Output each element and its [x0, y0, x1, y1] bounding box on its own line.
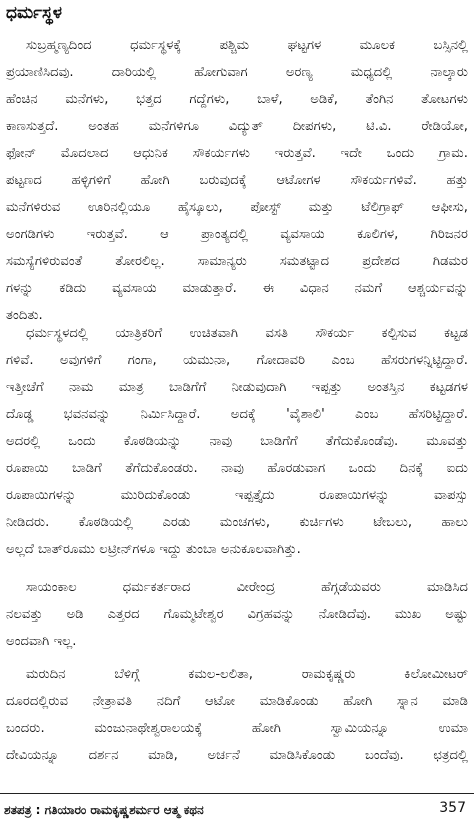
text-line: ಸಮಸ್ಯೆಗಳಿರುವಂತೆ ತೋರಲಿಲ್ಲ. ಸಾಮಾನ್ಯರು ಸಮತಟ್ಟಾದ ಪ್ರದೇಶದ ಗಿಡಮರ — [6, 254, 468, 269]
text-line: ಫೋನ್ ಮೊದಲಾದ ಆಧುನಿಕ ಸೌಕರ್ಯಗಳು ಇರುತ್ತವೆ. ಇದೇ ಒಂದು ಗ್ರಾಮ. — [6, 146, 468, 161]
text-line: ಬಂದರು. ಮಂಜುನಾಥೇಶ್ವರಾಲಯಕ್ಕೆ ಹೋಗಿ ಸ್ವಾಮಿಯನ್ನೂ ಉಮಾ — [6, 721, 468, 736]
text-line: ಅಂಗಡಿಗಳು ಇರುತ್ತವೆ. ಆ ಪ್ರಾಂತ್ಯದಲ್ಲಿ ವ್ಯವಸಾಯ ಕೂಲಿಗಳ, ಗಿರಿಜನರ — [6, 227, 468, 242]
text-line: ಅಲ್ಲದೆ ಬಾತ್‌ರೂಮು ಲಟ್ರೀನ್‌ಗಳೂ ಇದ್ದು ತುಂಬಾ ಅನುಕೂಲವಾಗಿತ್ತು. — [6, 542, 301, 557]
text-line: ಸಾಯಂಕಾಲ ಧರ್ಮಕರ್ತರಾದ ವೀರೇಂದ್ರ ಹೆಗ್ಗಡೆಯವರು ಮಾಡಿಸಿದ — [26, 580, 468, 595]
paragraph-2 — [6, 320, 468, 563]
text-line: ಸುಬ್ರಹ್ಮಣ್ಯದಿಂದ ಧರ್ಮಸ್ಥಳಕ್ಕೆ ಪಶ್ಚಿಮ ಘಟ್ಟಗಳ ಮೂಲಕ ಬಸ್ಸಿನಲ್ಲಿ — [26, 38, 468, 53]
text-line: ಧರ್ಮಸ್ಥಳದಲ್ಲಿ ಯಾತ್ರಿಕರಿಗೆ ಉಚಿತವಾಗಿ ವಸತಿ ಸೌಕರ್ಯ ಕಲ್ಪಿಸುವ ಕಟ್ಟಡ — [26, 326, 468, 341]
paragraph-4 — [6, 661, 468, 769]
page-number: 357 — [439, 800, 466, 816]
text-line: ಮರುದಿನ ಬೆಳಿಗ್ಗೆ ಕಮಲ-ಲಲಿತಾ, ರಾಮಕೃಷ್ಣರು ಕಿಲೋಮೀಟರ್ — [26, 667, 468, 682]
text-line: ರೂಪಾಯಿಗಳನ್ನು ಮುರಿದುಕೊಂಡು ಇಪ್ಪತ್ತೈದು ರೂಪಾಯಿಗಳನ್ನು ವಾಪಸ್ಸು — [6, 488, 468, 503]
text-line: ಅದರಲ್ಲಿ ಒಂದು ಕೊಠಡಿಯನ್ನು ನಾವು ಬಾಡಿಗೆಗೆ ತೆಗೆದುಕೊಂಡೆವು. ಮೂವತ್ತು — [6, 434, 468, 449]
paragraph-1 — [6, 32, 468, 329]
text-line: ಹೆಂಚಿನ ಮನೆಗಳು, ಭತ್ತದ ಗದ್ದೆಗಳು, ಬಾಳೆ, ಅಡಿಕೆ, ತೆಂಗಿನ ತೋಟಗಳು — [6, 92, 468, 107]
text-line: ಅಂದವಾಗಿ ಇಲ್ಲ. — [6, 634, 77, 649]
text-line: ದೂರದಲ್ಲಿರುವ ನೇತ್ರಾವತಿ ನದಿಗೆ ಆಟೋ ಮಾಡಿಕೊಂಡು ಹೋಗಿ ಸ್ನಾನ ಮಾಡಿ — [6, 694, 468, 709]
text-line: ನಲವತ್ತು ಅಡಿ ಎತ್ತರದ ಗೊಮ್ಮಟೇಶ್ವರ ವಿಗ್ರಹವನ್ನು ನೋಡಿದೆವು. ಮುಖ ಅಷ್ಟು — [6, 607, 468, 622]
text-line: ಪಟ್ಟಣದ ಹಳ್ಳಿಗಳಿಗೆ ಹೋಗಿ ಬರುವುದಕ್ಕೆ ಆಟೋಗಳ ಸೌಕರ್ಯಗಳಿವೆ. ಹತ್ತು — [6, 173, 468, 188]
text-line: ಗಳನ್ನು ಕಡಿದು ವ್ಯವಸಾಯ ಮಾಡುತ್ತಾರೆ. ಈ ವಿಧಾನ ನಮಗೆ ಆಶ್ಚರ್ಯವನ್ನು — [6, 281, 468, 296]
paragraph-3 — [6, 574, 468, 655]
text-line: ತಂದಿತು. — [6, 308, 43, 323]
running-footer-title: ಶತಪತ್ರ : ಗತಿಯಾರಂ ರಾಮಕೃಷ್ಣಶರ್ಮರ ಆತ್ಮ ಕಥನ — [4, 803, 204, 817]
text-line: ರೂಪಾಯಿ ಬಾಡಿಗೆ ತೆಗೆದುಕೊಂಡರು. ನಾವು ಹೊರಡುವಾಗ ಒಂದು ದಿನಕ್ಕೆ ಐದು — [6, 461, 468, 476]
text-line: ಕಾಣಸುತ್ತದೆ. ಅಂತಹ ಮನೆಗಳಿಗೂ ವಿದ್ಯುತ್ ದೀಪಗಳು, ಟಿ.ವಿ. ರೇಡಿಯೋ, — [6, 119, 468, 134]
footer-divider — [0, 793, 474, 794]
text-line: ಮನೆಗಳಿರುವ ಊರಿನಲ್ಲಿಯೂ ಹೈಸ್ಕೂಲು, ಪೋಸ್ಟ್ ಮತ್ತು ಟೆಲಿಗ್ರಾಫ್ ಆಫೀಸು, — [6, 200, 468, 215]
text-line: ಇತ್ತೀಚೆಗೆ ನಾಮ ಮಾತ್ರ ಬಾಡಿಗೆಗೆ ನೀಡುವುದಾಗಿ ಇಪ್ಪತ್ತು ಅಂತಸ್ತಿನ ಕಟ್ಟಡಗಳ — [6, 380, 468, 395]
text-line: ಪ್ರಯಾಣಿಸಿದವು. ದಾರಿಯಲ್ಲಿ ಹೋಗುವಾಗ ಅರಣ್ಯ ಮಧ್ಯದಲ್ಲಿ ನಾಲ್ಕಾರು — [6, 65, 468, 80]
text-line: ದೊಡ್ಡ ಭವನವನ್ನು ನಿರ್ಮಿಸಿದ್ದಾರೆ. ಅದಕ್ಕೆ 'ವೈಶಾಲಿ' ಎಂಬ ಹೆಸರಿಟ್ಟಿದ್ದಾರೆ. — [6, 407, 468, 422]
text-line: ಗಳಿವೆ. ಅವುಗಳಿಗೆ ಗಂಗಾ, ಯಮುನಾ, ಗೋದಾವರಿ ಎಂಬ ಹೆಸರುಗಳನ್ನಿಟ್ಟಿದ್ದಾರೆ. — [6, 353, 468, 368]
text-line: ನೀಡಿದರು. ಕೊಠಡಿಯಲ್ಲಿ ಎರಡು ಮಂಚಗಳು, ಕುರ್ಚಿಗಳು ಟೇಬಲು, ಹಾಲು — [6, 515, 468, 530]
section-heading: ಧರ್ಮಸ್ಥಳ — [6, 3, 62, 23]
text-line: ದೇವಿಯನ್ನೂ ದರ್ಶನ ಮಾಡಿ, ಅರ್ಚನೆ ಮಾಡಿಸಿಕೊಂಡು ಬಂದೆವು. ಛತ್ರದಲ್ಲಿ — [6, 748, 468, 763]
